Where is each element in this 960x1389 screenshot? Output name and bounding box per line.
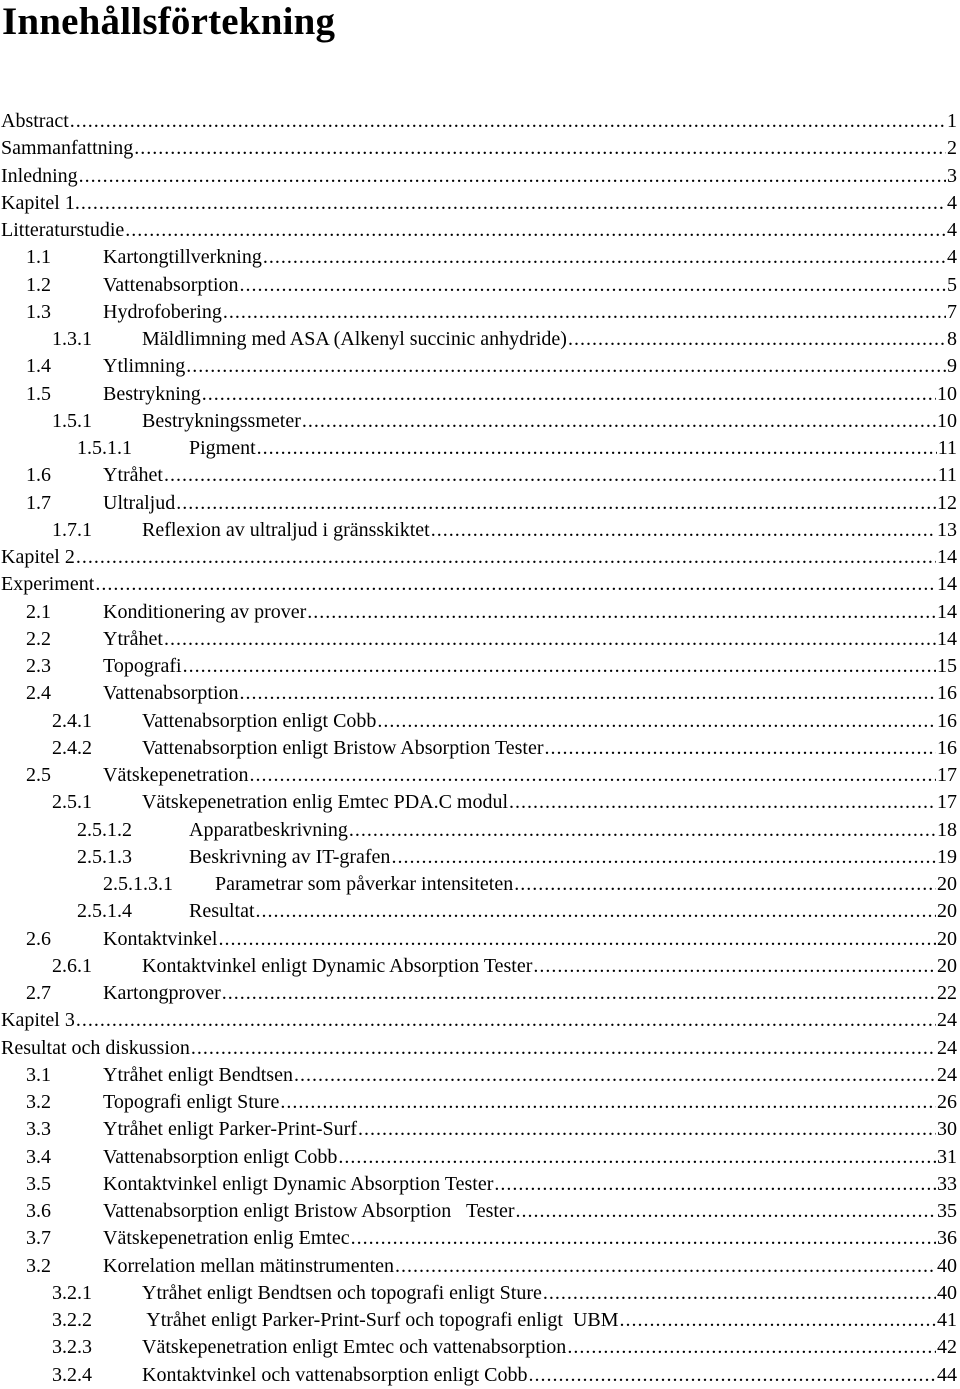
- toc-entry-label[interactable]: Vattenabsorption enligt Bristow Absorption Tester: [142, 736, 544, 759]
- toc-entry-label[interactable]: Kapitel 2: [1, 546, 75, 568]
- toc-entry[interactable]: [0, 544, 960, 571]
- toc-entry[interactable]: [0, 817, 960, 844]
- toc-entry-page-number[interactable]: 20: [937, 900, 957, 923]
- toc-entry-number: 2.7: [26, 982, 51, 1004]
- toc-entry[interactable]: [0, 353, 960, 380]
- toc-entry[interactable]: [0, 1116, 960, 1143]
- toc-entry-row[interactable]: [142, 735, 957, 762]
- toc-entry-row[interactable]: [215, 871, 957, 898]
- toc-entry-page-number[interactable]: 20: [937, 927, 957, 950]
- toc-entry-label[interactable]: Pigment: [189, 437, 256, 459]
- toc-entry-number: 3.2.4: [52, 1363, 92, 1386]
- toc-entry-row[interactable]: [103, 980, 957, 1007]
- toc-entry-page-number[interactable]: 12: [937, 491, 957, 514]
- toc-entry[interactable]: [0, 1089, 960, 1116]
- dot-leader: [349, 817, 936, 844]
- dot-leader: [545, 735, 936, 762]
- dot-leader: [358, 1116, 936, 1143]
- toc-entry-page-number[interactable]: 26: [937, 1091, 957, 1113]
- toc-entry-number: 3.3: [26, 1118, 51, 1141]
- dot-leader: [338, 1144, 936, 1171]
- toc-entry-label[interactable]: Kontaktvinkel: [103, 927, 218, 950]
- toc-entry-page-number[interactable]: 11: [937, 464, 957, 487]
- dot-leader: [620, 1307, 936, 1334]
- toc-entry-row[interactable]: [103, 353, 957, 380]
- toc-entry-page-number[interactable]: 14: [937, 600, 957, 623]
- dot-leader: [250, 762, 937, 789]
- toc-entry[interactable]: [0, 1035, 960, 1062]
- toc-entry[interactable]: [0, 326, 960, 353]
- toc-entry[interactable]: [0, 135, 960, 162]
- toc-entry[interactable]: [0, 789, 960, 816]
- toc-entry-row[interactable]: [1, 1035, 957, 1062]
- toc-entry[interactable]: [0, 244, 960, 271]
- toc-entry-label[interactable]: Vattenabsorption enligt Bristow Absorption Tester: [103, 1200, 515, 1222]
- toc-entry-label[interactable]: Vätskepenetration: [103, 764, 249, 786]
- toc-entry-number: 3.6: [26, 1200, 51, 1222]
- dot-leader: [218, 926, 936, 953]
- toc-entry-page-number[interactable]: 11: [937, 437, 957, 459]
- toc-entry-label[interactable]: Ytråhet enligt Bendtsen och topografi enligt Sture: [142, 1281, 542, 1304]
- toc-entry-row[interactable]: [142, 708, 957, 735]
- toc-entry-number: 1.5.1.1: [77, 437, 132, 459]
- toc-entry-number: 2.6: [26, 927, 51, 950]
- toc-entry-row[interactable]: [103, 653, 957, 680]
- toc-entry[interactable]: [0, 926, 960, 953]
- toc-entry-number: 2.4.2: [52, 736, 92, 759]
- dot-leader: [567, 1334, 936, 1361]
- toc-entry-row[interactable]: [103, 762, 957, 789]
- toc-entry-row[interactable]: [103, 926, 957, 953]
- toc-entry-row[interactable]: [142, 408, 957, 435]
- toc-entry-row[interactable]: [103, 1089, 957, 1116]
- toc-entry[interactable]: [0, 680, 960, 707]
- toc-entry[interactable]: [0, 299, 960, 326]
- toc-entry-row[interactable]: [1, 108, 957, 135]
- toc-entry-label[interactable]: Litteraturstudie: [1, 219, 125, 241]
- toc-entry-number: 1.5.1: [52, 409, 92, 432]
- toc-entry-row[interactable]: [1, 1007, 957, 1034]
- toc-entry[interactable]: [0, 626, 960, 653]
- toc-entry-row[interactable]: [142, 1334, 957, 1361]
- toc-entry-page-number[interactable]: 44: [937, 1363, 957, 1386]
- toc-entry-page-number[interactable]: 30: [937, 1118, 957, 1141]
- toc-entry[interactable]: [0, 1362, 960, 1389]
- toc-entry-page-number[interactable]: 31: [937, 1145, 957, 1168]
- dot-leader: [377, 708, 936, 735]
- toc-entry-label[interactable]: Vätskepenetration enlig Emtec: [103, 1227, 350, 1250]
- toc-entry-row[interactable]: [103, 1116, 957, 1143]
- toc-entry-number: 2.6.1: [52, 954, 92, 977]
- toc-entry-number: 3.4: [26, 1145, 51, 1168]
- toc-entry-page-number[interactable]: 41: [937, 1309, 957, 1331]
- toc-entry-page-number[interactable]: 1: [947, 110, 957, 132]
- toc-entry-row[interactable]: [142, 953, 957, 980]
- toc-entry[interactable]: [0, 1007, 960, 1034]
- toc-entry-number: 2.2: [26, 627, 51, 650]
- toc-entry-row[interactable]: [142, 517, 957, 544]
- toc-entry-row[interactable]: [103, 299, 957, 326]
- toc-entry-label[interactable]: Vattenabsorption: [103, 682, 239, 705]
- toc-entry-page-number[interactable]: 17: [937, 791, 957, 814]
- dot-leader: [263, 244, 946, 271]
- toc-entry[interactable]: [0, 1307, 960, 1334]
- dot-leader: [164, 462, 937, 489]
- toc-entry-page-number[interactable]: 40: [937, 1254, 957, 1277]
- dot-leader: [240, 680, 936, 707]
- toc-entry-page-number[interactable]: 16: [937, 736, 957, 759]
- toc-entry-row[interactable]: [103, 1144, 957, 1171]
- toc-entry-label[interactable]: Kontaktvinkel enligt Dynamic Absorption Tester: [142, 954, 533, 977]
- toc-entry[interactable]: [0, 462, 960, 489]
- toc-entry-number: 3.2.2: [52, 1309, 92, 1331]
- toc-entry-page-number[interactable]: 33: [937, 1172, 957, 1195]
- toc-entry-label[interactable]: Vattenabsorption enligt Cobb: [142, 709, 377, 732]
- toc-entry[interactable]: [0, 1144, 960, 1171]
- dot-leader: [186, 353, 946, 380]
- toc-entry-page-number[interactable]: 19: [937, 845, 957, 868]
- toc-entry-page-number[interactable]: 40: [937, 1281, 957, 1304]
- toc-entry[interactable]: [0, 408, 960, 435]
- toc-entry[interactable]: [0, 381, 960, 408]
- toc-entry-page-number[interactable]: 14: [937, 627, 957, 650]
- toc-entry-label[interactable]: Ytråhet enligt Bendtsen: [103, 1063, 293, 1086]
- toc-entry-label[interactable]: Inledning: [1, 164, 78, 187]
- dot-leader: [164, 626, 936, 653]
- toc-entry-number: 3.2: [26, 1254, 51, 1277]
- dot-leader: [302, 408, 936, 435]
- toc-entry-number: 3.2.1: [52, 1281, 92, 1304]
- dot-leader: [351, 1225, 936, 1252]
- toc-entry-page-number[interactable]: 2: [947, 137, 957, 160]
- toc-entry-row[interactable]: [103, 272, 957, 299]
- toc-entry-number: 1.3: [26, 300, 51, 323]
- toc-entry-page-number[interactable]: 9: [947, 355, 957, 378]
- dot-leader: [543, 1280, 936, 1307]
- toc-entry-page-number[interactable]: 24: [937, 1009, 957, 1032]
- toc-entry-page-number[interactable]: 24: [937, 1063, 957, 1086]
- toc-entry-page-number[interactable]: 14: [937, 546, 957, 568]
- toc-entry-number: 1.1: [26, 246, 51, 269]
- dot-leader: [294, 1062, 936, 1089]
- dot-leader: [529, 1362, 937, 1389]
- toc-entry[interactable]: [0, 735, 960, 762]
- toc-entry-page-number[interactable]: 24: [937, 1036, 957, 1059]
- toc-entry[interactable]: [0, 898, 960, 925]
- toc-entry-page-number[interactable]: 20: [937, 954, 957, 977]
- toc-entry-label[interactable]: Korrelation mellan mätinstrumenten: [103, 1254, 395, 1277]
- toc-entry-page-number[interactable]: 14: [937, 573, 957, 596]
- toc-entry-row[interactable]: [103, 680, 957, 707]
- toc-entry-label[interactable]: Kontaktvinkel och vattenabsorption enligt Cobb: [142, 1363, 528, 1386]
- toc-entry-number: 1.7.1: [52, 518, 92, 541]
- toc-entry-number: 2.5.1.4: [77, 900, 132, 923]
- toc-entry-page-number[interactable]: 8: [947, 328, 957, 350]
- dot-leader: [431, 517, 936, 544]
- toc-entry[interactable]: [0, 844, 960, 871]
- toc-entry[interactable]: [0, 871, 960, 898]
- toc-entry-row[interactable]: [103, 599, 957, 626]
- dot-leader: [516, 1198, 936, 1225]
- toc-entry[interactable]: [0, 1225, 960, 1252]
- toc-entry-label[interactable]: Vattenabsorption enligt Cobb: [103, 1145, 338, 1168]
- toc-entry-page-number[interactable]: 22: [937, 982, 957, 1004]
- dot-leader: [256, 898, 936, 925]
- toc-entry[interactable]: [0, 1171, 960, 1198]
- toc-entry-label[interactable]: Topografi: [103, 655, 182, 677]
- dot-leader: [70, 108, 946, 135]
- dot-leader: [395, 1253, 936, 1280]
- dot-leader: [81, 190, 946, 217]
- toc-entry-label[interactable]: Reflexion av ultraljud i gränsskiktet: [142, 518, 430, 541]
- toc-entry[interactable]: [0, 571, 960, 598]
- toc-entry-number: 1.2: [26, 273, 51, 296]
- toc-entry-page-number[interactable]: 16: [937, 709, 957, 732]
- toc-entry-number: 2.4: [26, 682, 51, 705]
- toc-entry-row[interactable]: [1, 217, 957, 244]
- toc-entry-label[interactable]: Abstract: [1, 110, 69, 132]
- toc-entry-page-number[interactable]: 35: [937, 1200, 957, 1222]
- toc-entry-row[interactable]: [103, 1253, 957, 1280]
- toc-entry-row[interactable]: [103, 1171, 957, 1198]
- toc-entry-label[interactable]: Kartongprover: [103, 982, 221, 1004]
- toc-entry-number: 3.1: [26, 1063, 51, 1086]
- toc-entry-row[interactable]: [189, 898, 957, 925]
- toc-entry-row[interactable]: [103, 1198, 957, 1225]
- toc-entry[interactable]: [0, 163, 960, 190]
- dot-leader: [202, 381, 936, 408]
- dot-leader: [257, 435, 937, 462]
- toc-entry-page-number[interactable]: 4: [947, 246, 957, 269]
- dot-leader: [134, 135, 946, 162]
- dot-leader: [568, 326, 946, 353]
- toc-entry[interactable]: [0, 953, 960, 980]
- toc-entry-label[interactable]: Sammanfattning: [1, 137, 134, 160]
- dot-leader: [125, 217, 946, 244]
- toc-entry-number: 2.1: [26, 600, 51, 623]
- toc-entry-label[interactable]: Ytråhet enligt Parker-Print-Surf: [103, 1118, 357, 1141]
- toc-entry-row[interactable]: [103, 462, 957, 489]
- toc-entry-page-number[interactable]: 3: [947, 164, 957, 187]
- toc-entry[interactable]: [0, 108, 960, 135]
- toc-entry-row[interactable]: [1, 163, 957, 190]
- toc-entry-number: 2.5.1.2: [77, 818, 132, 841]
- toc-entry-label[interactable]: Bestrykning: [103, 382, 201, 405]
- toc-entry-page-number[interactable]: 17: [937, 764, 957, 786]
- toc-entry-label[interactable]: Vätskepenetration enligt Emtec och vattenabsorption: [142, 1336, 567, 1359]
- toc-entry-page-number[interactable]: 7: [947, 300, 957, 323]
- toc-entry-row[interactable]: [142, 1280, 957, 1307]
- toc-entry-label[interactable]: Ytråhet enligt Parker-Print-Surf och topografi enligt UBM: [142, 1309, 619, 1331]
- toc-entry-page-number[interactable]: 13: [937, 518, 957, 541]
- table-of-contents: [0, 108, 960, 1389]
- toc-entry-number: 2.5.1.3: [77, 845, 132, 868]
- toc-entry-label[interactable]: Ultraljud: [103, 491, 176, 514]
- toc-entry[interactable]: [0, 272, 960, 299]
- dot-leader: [76, 544, 936, 571]
- dot-leader: [391, 844, 936, 871]
- toc-entry[interactable]: [0, 1280, 960, 1307]
- toc-entry-number: 3.7: [26, 1227, 51, 1250]
- toc-entry-label[interactable]: Beskrivning av IT-grafen: [189, 845, 391, 868]
- dot-leader: [240, 272, 946, 299]
- toc-entry[interactable]: [0, 1253, 960, 1280]
- toc-entry-row[interactable]: [1, 190, 957, 217]
- toc-entry-row[interactable]: [103, 244, 957, 271]
- toc-entry[interactable]: [0, 762, 960, 789]
- toc-entry[interactable]: [0, 190, 960, 217]
- toc-entry[interactable]: [0, 435, 960, 462]
- toc-entry[interactable]: [0, 490, 960, 517]
- toc-entry-number: 2.3: [26, 655, 51, 677]
- dot-leader: [223, 299, 946, 326]
- toc-entry-row[interactable]: [1, 544, 957, 571]
- toc-entry-label[interactable]: Apparatbeskrivning: [189, 818, 348, 841]
- toc-entry-row[interactable]: [142, 326, 957, 353]
- toc-entry-row[interactable]: [103, 626, 957, 653]
- toc-entry-label[interactable]: Resultat och diskussion: [1, 1036, 190, 1059]
- toc-entry-row[interactable]: [189, 435, 957, 462]
- dot-leader: [183, 653, 936, 680]
- toc-entry-label[interactable]: Kontaktvinkel enligt Dynamic Absorption Tester: [103, 1172, 494, 1195]
- dot-leader: [222, 980, 936, 1007]
- toc-entry-row[interactable]: [103, 490, 957, 517]
- toc-entry-page-number[interactable]: 36: [937, 1227, 957, 1250]
- toc-entry-page-number[interactable]: 4: [947, 191, 957, 214]
- toc-entry-page-number[interactable]: 4: [947, 219, 957, 241]
- toc-entry-number: 1.5: [26, 382, 51, 405]
- toc-entry[interactable]: [0, 517, 960, 544]
- toc-entry[interactable]: [0, 217, 960, 244]
- toc-entry-number: 3.2: [26, 1091, 51, 1113]
- toc-entry-row[interactable]: [103, 381, 957, 408]
- toc-entry[interactable]: [0, 708, 960, 735]
- toc-entry-page-number[interactable]: 10: [937, 409, 957, 432]
- toc-entry-label[interactable]: Kartongtillverkning: [103, 246, 262, 269]
- toc-entry-label[interactable]: Topografi enligt Sture: [103, 1091, 280, 1113]
- toc-entry-number: 1.4: [26, 355, 51, 378]
- toc-entry-page-number[interactable]: 16: [937, 682, 957, 705]
- toc-entry-page-number[interactable]: 20: [937, 873, 957, 895]
- toc-entry-number: 2.5.1.3.1: [103, 873, 173, 895]
- toc-entry-label[interactable]: Parametrar som påverkar intensiteten: [215, 873, 514, 895]
- toc-entry-page-number[interactable]: 42: [937, 1336, 957, 1359]
- toc-entry-label[interactable]: Ytråhet: [103, 464, 163, 487]
- toc-entry-number: 3.2.3: [52, 1336, 92, 1359]
- toc-entry-label[interactable]: Bestrykningssmeter: [142, 409, 301, 432]
- toc-entry[interactable]: [0, 599, 960, 626]
- toc-entry-number: 2.5: [26, 764, 51, 786]
- toc-entry-page-number[interactable]: 5: [947, 273, 957, 296]
- toc-entry-number: 2.4.1: [52, 709, 92, 732]
- toc-entry-label[interactable]: Vattenabsorption: [103, 273, 239, 296]
- toc-entry-page-number[interactable]: 10: [937, 382, 957, 405]
- toc-entry-row[interactable]: [103, 1225, 957, 1252]
- dot-leader: [307, 599, 936, 626]
- toc-entry-label[interactable]: Hydrofobering: [103, 300, 222, 323]
- page-title: Innehållsförtekning: [2, 0, 336, 43]
- toc-entry-label[interactable]: Experiment: [1, 573, 95, 596]
- toc-entry-label[interactable]: Vätskepenetration enlig Emtec PDA.C modul: [142, 791, 509, 814]
- toc-entry-number: 2.5.1: [52, 791, 92, 814]
- toc-entry-label[interactable]: Ytråhet: [103, 627, 163, 650]
- dot-leader: [79, 163, 946, 190]
- toc-entry[interactable]: [0, 653, 960, 680]
- toc-entry[interactable]: [0, 980, 960, 1007]
- toc-entry-row[interactable]: [142, 1307, 957, 1334]
- dot-leader: [494, 1171, 936, 1198]
- toc-entry-row[interactable]: [103, 1062, 957, 1089]
- dot-leader: [76, 1007, 936, 1034]
- toc-entry-row[interactable]: [142, 789, 957, 816]
- dot-leader: [191, 1035, 936, 1062]
- toc-entry-number: 1.7: [26, 491, 51, 514]
- toc-entry-number: 1.6: [26, 464, 51, 487]
- toc-entry-label[interactable]: Mäldlimning med ASA (Alkenyl succinic anhydride): [142, 328, 567, 350]
- toc-entry[interactable]: [0, 1062, 960, 1089]
- toc-entry-page-number[interactable]: 15: [937, 655, 957, 677]
- toc-entry-row[interactable]: [189, 844, 957, 871]
- toc-entry-row[interactable]: [189, 817, 957, 844]
- toc-entry-row[interactable]: [1, 135, 957, 162]
- toc-entry-label[interactable]: Konditionering av prover: [103, 600, 307, 623]
- dot-leader: [509, 789, 936, 816]
- dot-leader: [280, 1089, 936, 1116]
- toc-entry-row[interactable]: [1, 571, 957, 598]
- dot-leader: [95, 571, 936, 598]
- toc-entry-page-number[interactable]: 18: [937, 818, 957, 841]
- toc-entry[interactable]: [0, 1334, 960, 1361]
- toc-entry-number: 3.5: [26, 1172, 51, 1195]
- dot-leader: [176, 490, 936, 517]
- toc-entry-label[interactable]: Ytlimning: [103, 355, 186, 378]
- toc-entry-number: 1.3.1: [52, 328, 92, 350]
- toc-entry-label[interactable]: Kapitel 3: [1, 1009, 75, 1032]
- dot-leader: [514, 871, 936, 898]
- dot-leader: [533, 953, 936, 980]
- toc-entry-row[interactable]: [142, 1362, 957, 1389]
- toc-entry-label[interactable]: Resultat: [189, 900, 255, 923]
- toc-entry[interactable]: [0, 1198, 960, 1225]
- toc-entry-label[interactable]: Kapitel 1.: [1, 191, 80, 214]
